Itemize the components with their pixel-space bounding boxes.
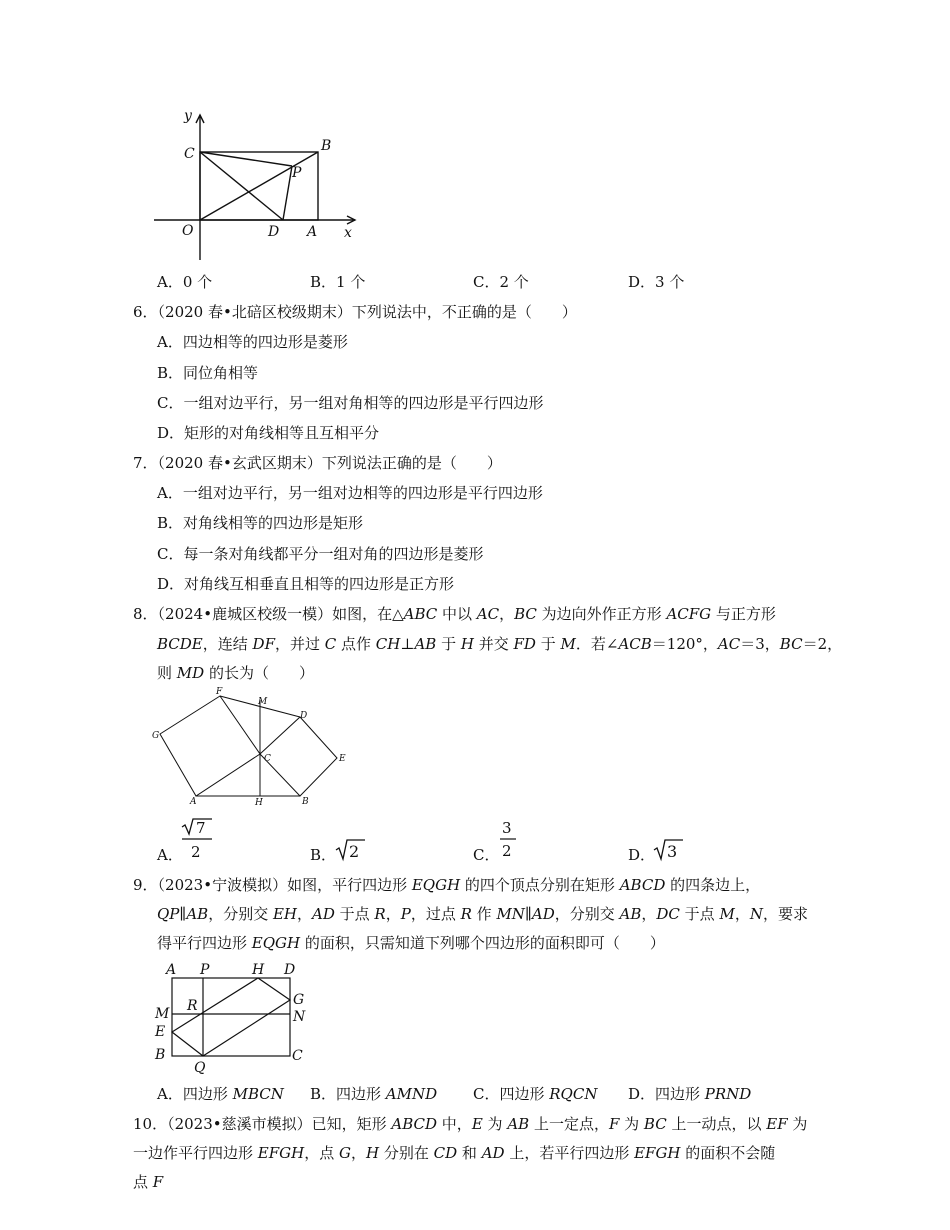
radicand: 3 bbox=[667, 842, 678, 861]
text: 点 bbox=[133, 1173, 153, 1191]
math: F bbox=[608, 1115, 620, 1133]
text: 为 bbox=[787, 1115, 808, 1133]
text: ， bbox=[350, 1144, 366, 1162]
label-B: B bbox=[155, 1047, 166, 1063]
option-letter: C． bbox=[473, 846, 500, 864]
math: RQCN bbox=[549, 1085, 598, 1103]
text: ， bbox=[499, 605, 515, 623]
label-G: G bbox=[293, 992, 305, 1008]
math: CH bbox=[375, 635, 401, 653]
math: BC bbox=[779, 635, 803, 653]
text: 点作 bbox=[336, 635, 376, 653]
text: 上一定点， bbox=[529, 1115, 609, 1133]
q8-option-a[interactable] bbox=[157, 845, 183, 865]
math: E bbox=[471, 1115, 483, 1133]
label-D: D bbox=[268, 224, 280, 240]
q7-option-c[interactable]: C．每一条对角线都平分一组对角的四边形是菱形 bbox=[157, 545, 484, 563]
text: 的面积不会随 bbox=[680, 1144, 776, 1162]
math: H bbox=[460, 635, 474, 653]
option-letter: B． bbox=[310, 846, 337, 864]
label-B: B bbox=[321, 138, 332, 154]
label-R: R bbox=[187, 998, 198, 1014]
label-A: A bbox=[307, 224, 318, 240]
text: ＝2， bbox=[802, 635, 843, 653]
text: 的四条边上， bbox=[665, 876, 761, 894]
q9-option-d[interactable] bbox=[628, 1084, 751, 1104]
math: EQGH bbox=[251, 934, 301, 952]
math: C bbox=[324, 635, 337, 653]
sqrt7-over-2 bbox=[180, 817, 220, 861]
q10-stem-line2 bbox=[133, 1143, 775, 1163]
math: ACB bbox=[618, 635, 652, 653]
math: ABCD bbox=[391, 1115, 438, 1133]
math: BC bbox=[643, 1115, 667, 1133]
math: MD bbox=[176, 664, 205, 682]
q9-stem-line2 bbox=[157, 904, 808, 924]
math: ABCD bbox=[619, 876, 666, 894]
label-N: N bbox=[293, 1009, 306, 1025]
math: QP bbox=[157, 905, 180, 923]
q5-option-d[interactable]: D．3 个 bbox=[628, 273, 685, 291]
q9-option-a[interactable] bbox=[157, 1084, 284, 1104]
math: M bbox=[560, 635, 576, 653]
math: AB bbox=[186, 905, 209, 923]
math: EFGH bbox=[634, 1144, 681, 1162]
label-M: M bbox=[155, 1006, 170, 1022]
figure-two-squares bbox=[150, 688, 350, 808]
math: ACFG bbox=[666, 605, 712, 623]
math: AB bbox=[507, 1115, 530, 1133]
label-A: A bbox=[166, 962, 177, 978]
q7-stem: 7．（2020 春•玄武区期末）下列说法正确的是（ ） bbox=[133, 454, 502, 472]
text: ， bbox=[734, 905, 750, 923]
math: MBCN bbox=[232, 1085, 284, 1103]
text: ，过点 bbox=[410, 905, 461, 923]
math: EFGH bbox=[257, 1144, 305, 1162]
option-letter: A． bbox=[157, 846, 183, 864]
option-letter: D． bbox=[628, 846, 656, 864]
q6-option-d[interactable]: D．矩形的对角线相等且互相平分 bbox=[157, 424, 380, 442]
text: ＝3， bbox=[740, 635, 780, 653]
text: 分别在 bbox=[379, 1144, 434, 1162]
math: F bbox=[152, 1173, 164, 1191]
sqrt3 bbox=[653, 837, 685, 863]
text: ， bbox=[641, 905, 657, 923]
math: H bbox=[365, 1144, 380, 1162]
q8-stem-line3 bbox=[157, 663, 314, 683]
label-C: C bbox=[292, 1048, 303, 1064]
text: C．四边形 bbox=[473, 1085, 550, 1103]
label-D: D bbox=[284, 962, 296, 978]
text: ∥ bbox=[524, 905, 532, 923]
text: 8．（2024•鹿城区校级一模）如图，在△ bbox=[133, 605, 404, 623]
math: AD bbox=[531, 905, 555, 923]
math: AB bbox=[414, 635, 437, 653]
q9-option-c[interactable] bbox=[473, 1084, 597, 1104]
text: ∥ bbox=[179, 905, 187, 923]
label-P: P bbox=[200, 962, 210, 978]
label-D: D bbox=[300, 711, 308, 721]
text: 与正方形 bbox=[711, 605, 776, 623]
q7-option-b[interactable]: B．对角线相等的四边形是矩形 bbox=[157, 514, 364, 532]
math: R bbox=[460, 905, 472, 923]
text: 一边作平行四边形 bbox=[133, 1144, 258, 1162]
label-y: y bbox=[184, 108, 192, 124]
numerator: 3 bbox=[502, 819, 512, 837]
text: 中以 bbox=[437, 605, 477, 623]
q10-stem-line1 bbox=[133, 1114, 807, 1134]
label-P: P bbox=[292, 165, 302, 181]
text: ，连结 bbox=[202, 635, 253, 653]
label-M: M bbox=[258, 697, 268, 707]
math: AD bbox=[481, 1144, 505, 1162]
math: M bbox=[719, 905, 735, 923]
text: 于 bbox=[436, 635, 461, 653]
math: ABC bbox=[403, 605, 438, 623]
text: 为边向外作正方形 bbox=[536, 605, 667, 623]
label-E: E bbox=[155, 1024, 166, 1040]
q6-stem: 6．（2020 春•北碚区校级期末）下列说法中，不正确的是（ ） bbox=[133, 303, 577, 321]
sqrt2 bbox=[335, 837, 367, 863]
q7-option-a[interactable]: A．一组对边平行，另一组对边相等的四边形是平行四边形 bbox=[157, 484, 543, 502]
label-H: H bbox=[252, 962, 265, 978]
math: EQGH bbox=[411, 876, 461, 894]
text: 上，若平行四边形 bbox=[504, 1144, 635, 1162]
q8-stem-line2 bbox=[157, 634, 842, 654]
q7-option-d[interactable]: D．对角线互相垂直且相等的四边形是正方形 bbox=[157, 575, 455, 593]
text: D．四边形 bbox=[628, 1085, 705, 1103]
text: ＝120°， bbox=[651, 635, 718, 653]
text: 作 bbox=[471, 905, 497, 923]
text: 的四个顶点分别在矩形 bbox=[460, 876, 620, 894]
text: 于 bbox=[535, 635, 561, 653]
radicand: 2 bbox=[349, 842, 360, 861]
q6-option-c[interactable]: C．一组对边平行，另一组对角相等的四边形是平行四边形 bbox=[157, 394, 544, 412]
text: ，分别交 bbox=[554, 905, 620, 923]
math: N bbox=[749, 905, 763, 923]
text: 为 bbox=[619, 1115, 644, 1133]
math: EF bbox=[766, 1115, 788, 1133]
text: 9．（2023•宁波模拟）如图，平行四边形 bbox=[133, 876, 412, 894]
q9-option-b[interactable] bbox=[310, 1084, 437, 1104]
figure-rectangle-parallelogram bbox=[150, 960, 320, 1076]
q8-option-c[interactable] bbox=[473, 845, 499, 865]
text: 得平行四边形 bbox=[157, 934, 252, 952]
q5-option-b[interactable]: B．1 个 bbox=[310, 273, 366, 291]
text: 的面积，只需知道下列哪个四边形的面积即可（ ） bbox=[300, 934, 665, 952]
q6-option-b[interactable]: B．同位角相等 bbox=[157, 364, 259, 382]
label-C: C bbox=[264, 754, 271, 764]
text: ， bbox=[297, 905, 313, 923]
label-F: F bbox=[216, 687, 223, 697]
math: PRND bbox=[704, 1085, 752, 1103]
text: ，并过 bbox=[274, 635, 325, 653]
text: A．四边形 bbox=[157, 1085, 233, 1103]
q8-stem-line1 bbox=[133, 604, 776, 624]
text: 的长为（ ） bbox=[204, 664, 314, 682]
q6-option-a[interactable]: A．四边相等的四边形是菱形 bbox=[157, 333, 348, 351]
q8-option-b[interactable] bbox=[310, 845, 336, 865]
text: 和 bbox=[457, 1144, 482, 1162]
denominator: 2 bbox=[191, 843, 201, 861]
text: B．四边形 bbox=[310, 1085, 386, 1103]
label-Q: Q bbox=[194, 1060, 206, 1076]
numerator: 7 bbox=[196, 819, 206, 837]
text: ，分别交 bbox=[208, 905, 273, 923]
math: R bbox=[374, 905, 386, 923]
label-A: A bbox=[190, 797, 197, 807]
text: ，点 bbox=[304, 1144, 339, 1162]
q5-option-c[interactable]: C．2 个 bbox=[473, 273, 529, 291]
text: ⊥ bbox=[400, 635, 415, 653]
label-G: G bbox=[152, 731, 160, 741]
text: 中， bbox=[437, 1115, 472, 1133]
math: AB bbox=[619, 905, 642, 923]
text: ．若∠ bbox=[575, 635, 619, 653]
three-halves bbox=[498, 818, 522, 860]
label-E: E bbox=[339, 754, 346, 764]
math: DF bbox=[252, 635, 275, 653]
label-B: B bbox=[302, 797, 309, 807]
text: 上一动点，以 bbox=[666, 1115, 767, 1133]
text: 并交 bbox=[473, 635, 514, 653]
label-O: O bbox=[182, 223, 194, 239]
math: P bbox=[400, 905, 411, 923]
label-H: H bbox=[255, 798, 263, 808]
math: AMND bbox=[385, 1085, 438, 1103]
q10-stem-line3 bbox=[133, 1172, 163, 1192]
text: 于点 bbox=[334, 905, 375, 923]
q9-stem-line3 bbox=[157, 933, 665, 953]
label-C: C bbox=[184, 146, 195, 162]
text: 10．（2023•慈溪市模拟）已知，矩形 bbox=[133, 1115, 392, 1133]
math: BCDE bbox=[157, 635, 203, 653]
q8-option-d[interactable] bbox=[628, 845, 655, 865]
math: FD bbox=[513, 635, 536, 653]
q5-option-a[interactable]: A．0 个 bbox=[157, 273, 213, 291]
math: EH bbox=[272, 905, 297, 923]
text: 于点 bbox=[679, 905, 720, 923]
text: ， bbox=[385, 905, 401, 923]
math: DC bbox=[656, 905, 680, 923]
math: CD bbox=[433, 1144, 458, 1162]
math: G bbox=[338, 1144, 351, 1162]
denominator: 2 bbox=[502, 842, 512, 860]
math: BC bbox=[514, 605, 537, 623]
math: AD bbox=[312, 905, 335, 923]
label-x: x bbox=[344, 225, 352, 241]
text: ，要求 bbox=[762, 905, 808, 923]
text: 为 bbox=[482, 1115, 508, 1133]
math: AC bbox=[717, 635, 741, 653]
text: 则 bbox=[157, 664, 177, 682]
math: AC bbox=[476, 605, 500, 623]
q9-stem-line1 bbox=[133, 875, 760, 895]
math: MN bbox=[496, 905, 525, 923]
figure-coordinate-rectangle bbox=[150, 105, 370, 255]
